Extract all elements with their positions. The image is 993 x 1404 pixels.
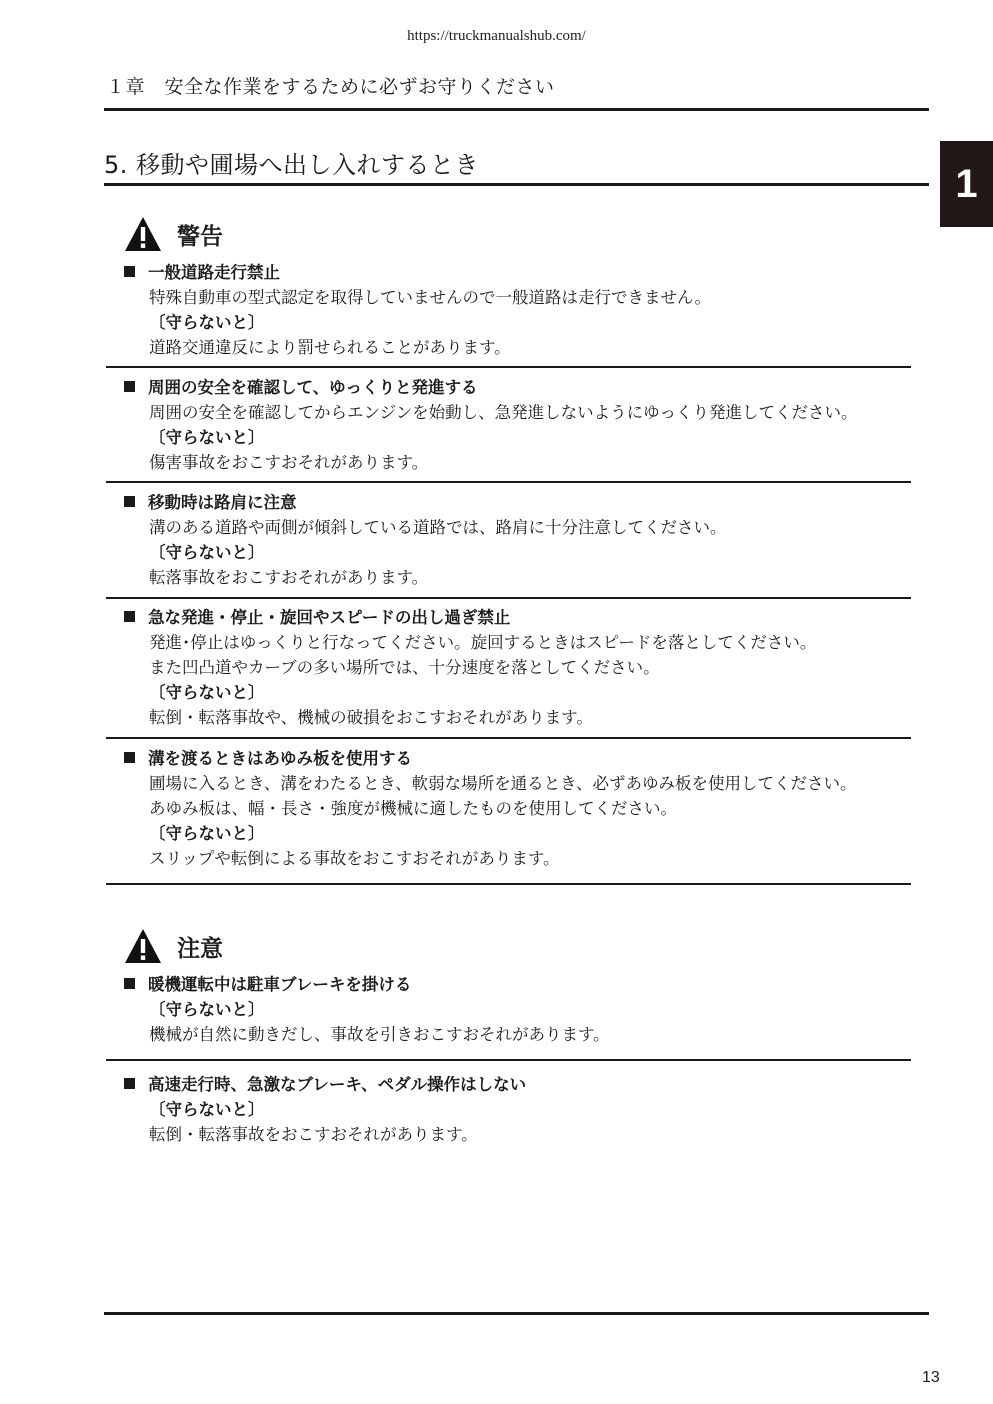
- item-text: 発進･停止はゆっくりと行なってください。旋回するときはスピードを落としてください。: [149, 633, 817, 652]
- consequence-text: スリップや転倒による事故をおこすおそれがあります。: [149, 849, 560, 868]
- item-text: 特殊自動車の型式認定を取得していませんので一般道路は走行できません。: [149, 288, 711, 307]
- item-title: [124, 746, 924, 771]
- item-title: [124, 260, 924, 285]
- square-bullet-icon: [124, 978, 135, 989]
- item-text: 圃場に入るとき、溝をわたるとき、軟弱な場所を通るとき、必ずあゆみ板を使用してください。: [149, 774, 857, 793]
- consequence-text: 転倒・転落事故や、機械の破損をおこすおそれがあります。: [149, 708, 593, 727]
- page-number: 13: [922, 1369, 940, 1386]
- square-bullet-icon: [124, 381, 135, 392]
- warning-item: [124, 746, 924, 871]
- square-bullet-icon: [124, 1078, 135, 1089]
- consequence-text: 道路交通違反により罰せられることがあります。: [149, 338, 511, 357]
- item-title-text: 移動時は路肩に注意: [148, 493, 297, 512]
- item-divider: [106, 597, 911, 599]
- warning-item: [124, 490, 924, 590]
- square-bullet-icon: [124, 611, 135, 622]
- item-title-text: 溝を渡るときはあゆみ板を使用する: [148, 749, 412, 768]
- item-title-text: 暖機運転中は駐車ブレーキを掛ける: [148, 975, 412, 994]
- square-bullet-icon: [124, 266, 135, 277]
- item-title: [124, 972, 924, 997]
- item-divider: [106, 1059, 911, 1061]
- item-text: 周囲の安全を確認してからエンジンを始動し、急発進しないようにゆっくり発進してください。: [149, 403, 858, 422]
- consequence-text: 転倒・転落事故をおこすおそれがあります。: [149, 1125, 478, 1144]
- item-title: [124, 375, 924, 400]
- item-title: [124, 490, 924, 515]
- item-title: [124, 605, 924, 630]
- chapter-tab: [940, 141, 993, 227]
- header-rule: [104, 108, 929, 111]
- warning-heading: [124, 216, 223, 252]
- square-bullet-icon: [124, 752, 135, 763]
- section-title: 5. 移動や圃場へ出し入れするとき: [104, 151, 480, 179]
- item-title-text: 周囲の安全を確認して、ゆっくりと発進する: [148, 378, 478, 397]
- item-title-text: 一般道路走行禁止: [148, 263, 280, 282]
- footer-rule: [104, 1312, 929, 1315]
- caution-heading: [124, 928, 223, 964]
- item-text: また凹凸道やカーブの多い場所では、十分速度を落としてください。: [149, 658, 660, 677]
- warning-item: [124, 605, 924, 730]
- consequence-text: 傷害事故をおこすおそれがあります。: [149, 453, 429, 472]
- warning-end-rule: [106, 883, 911, 885]
- consequence-label: 〔守らないと〕: [149, 543, 265, 562]
- source-url: https://truckmanualshub.com/: [407, 28, 586, 44]
- warning-triangle-icon: [124, 216, 162, 252]
- item-title: [124, 1072, 924, 1097]
- item-divider: [106, 481, 911, 483]
- chapter-tab-number: 1: [955, 161, 978, 206]
- warning-item: [124, 260, 924, 360]
- consequence-label: 〔守らないと〕: [149, 1000, 265, 1019]
- consequence-label: 〔守らないと〕: [149, 683, 265, 702]
- item-text: あゆみ板は、幅・長さ・強度が機械に適したものを使用してください。: [149, 799, 677, 818]
- warning-title: 警告: [177, 223, 223, 250]
- consequence-label: 〔守らないと〕: [149, 1100, 265, 1119]
- item-divider: [106, 366, 911, 368]
- item-title-text: 高速走行時、急激なブレーキ、ペダル操作はしない: [148, 1075, 527, 1094]
- caution-title: 注意: [177, 935, 223, 962]
- item-title-text: 急な発進・停止・旋回やスピードの出し過ぎ禁止: [148, 608, 511, 627]
- caution-item: [124, 972, 924, 1047]
- consequence-label: 〔守らないと〕: [149, 313, 265, 332]
- item-divider: [106, 737, 911, 739]
- item-text: 溝のある道路や両側が傾斜している道路では、路肩に十分注意してください。: [149, 518, 727, 537]
- consequence-text: 機械が自然に動きだし、事故を引きおこすおそれがあります。: [149, 1025, 610, 1044]
- caution-item: [124, 1072, 924, 1147]
- warning-item: [124, 375, 924, 475]
- caution-triangle-icon: [124, 928, 162, 964]
- section-title-rule: [104, 183, 929, 186]
- square-bullet-icon: [124, 496, 135, 507]
- consequence-label: 〔守らないと〕: [149, 824, 265, 843]
- consequence-text: 転落事故をおこすおそれがあります。: [149, 568, 429, 587]
- chapter-header: １章 安全な作業をするために必ずお守りください: [106, 76, 555, 98]
- consequence-label: 〔守らないと〕: [149, 428, 265, 447]
